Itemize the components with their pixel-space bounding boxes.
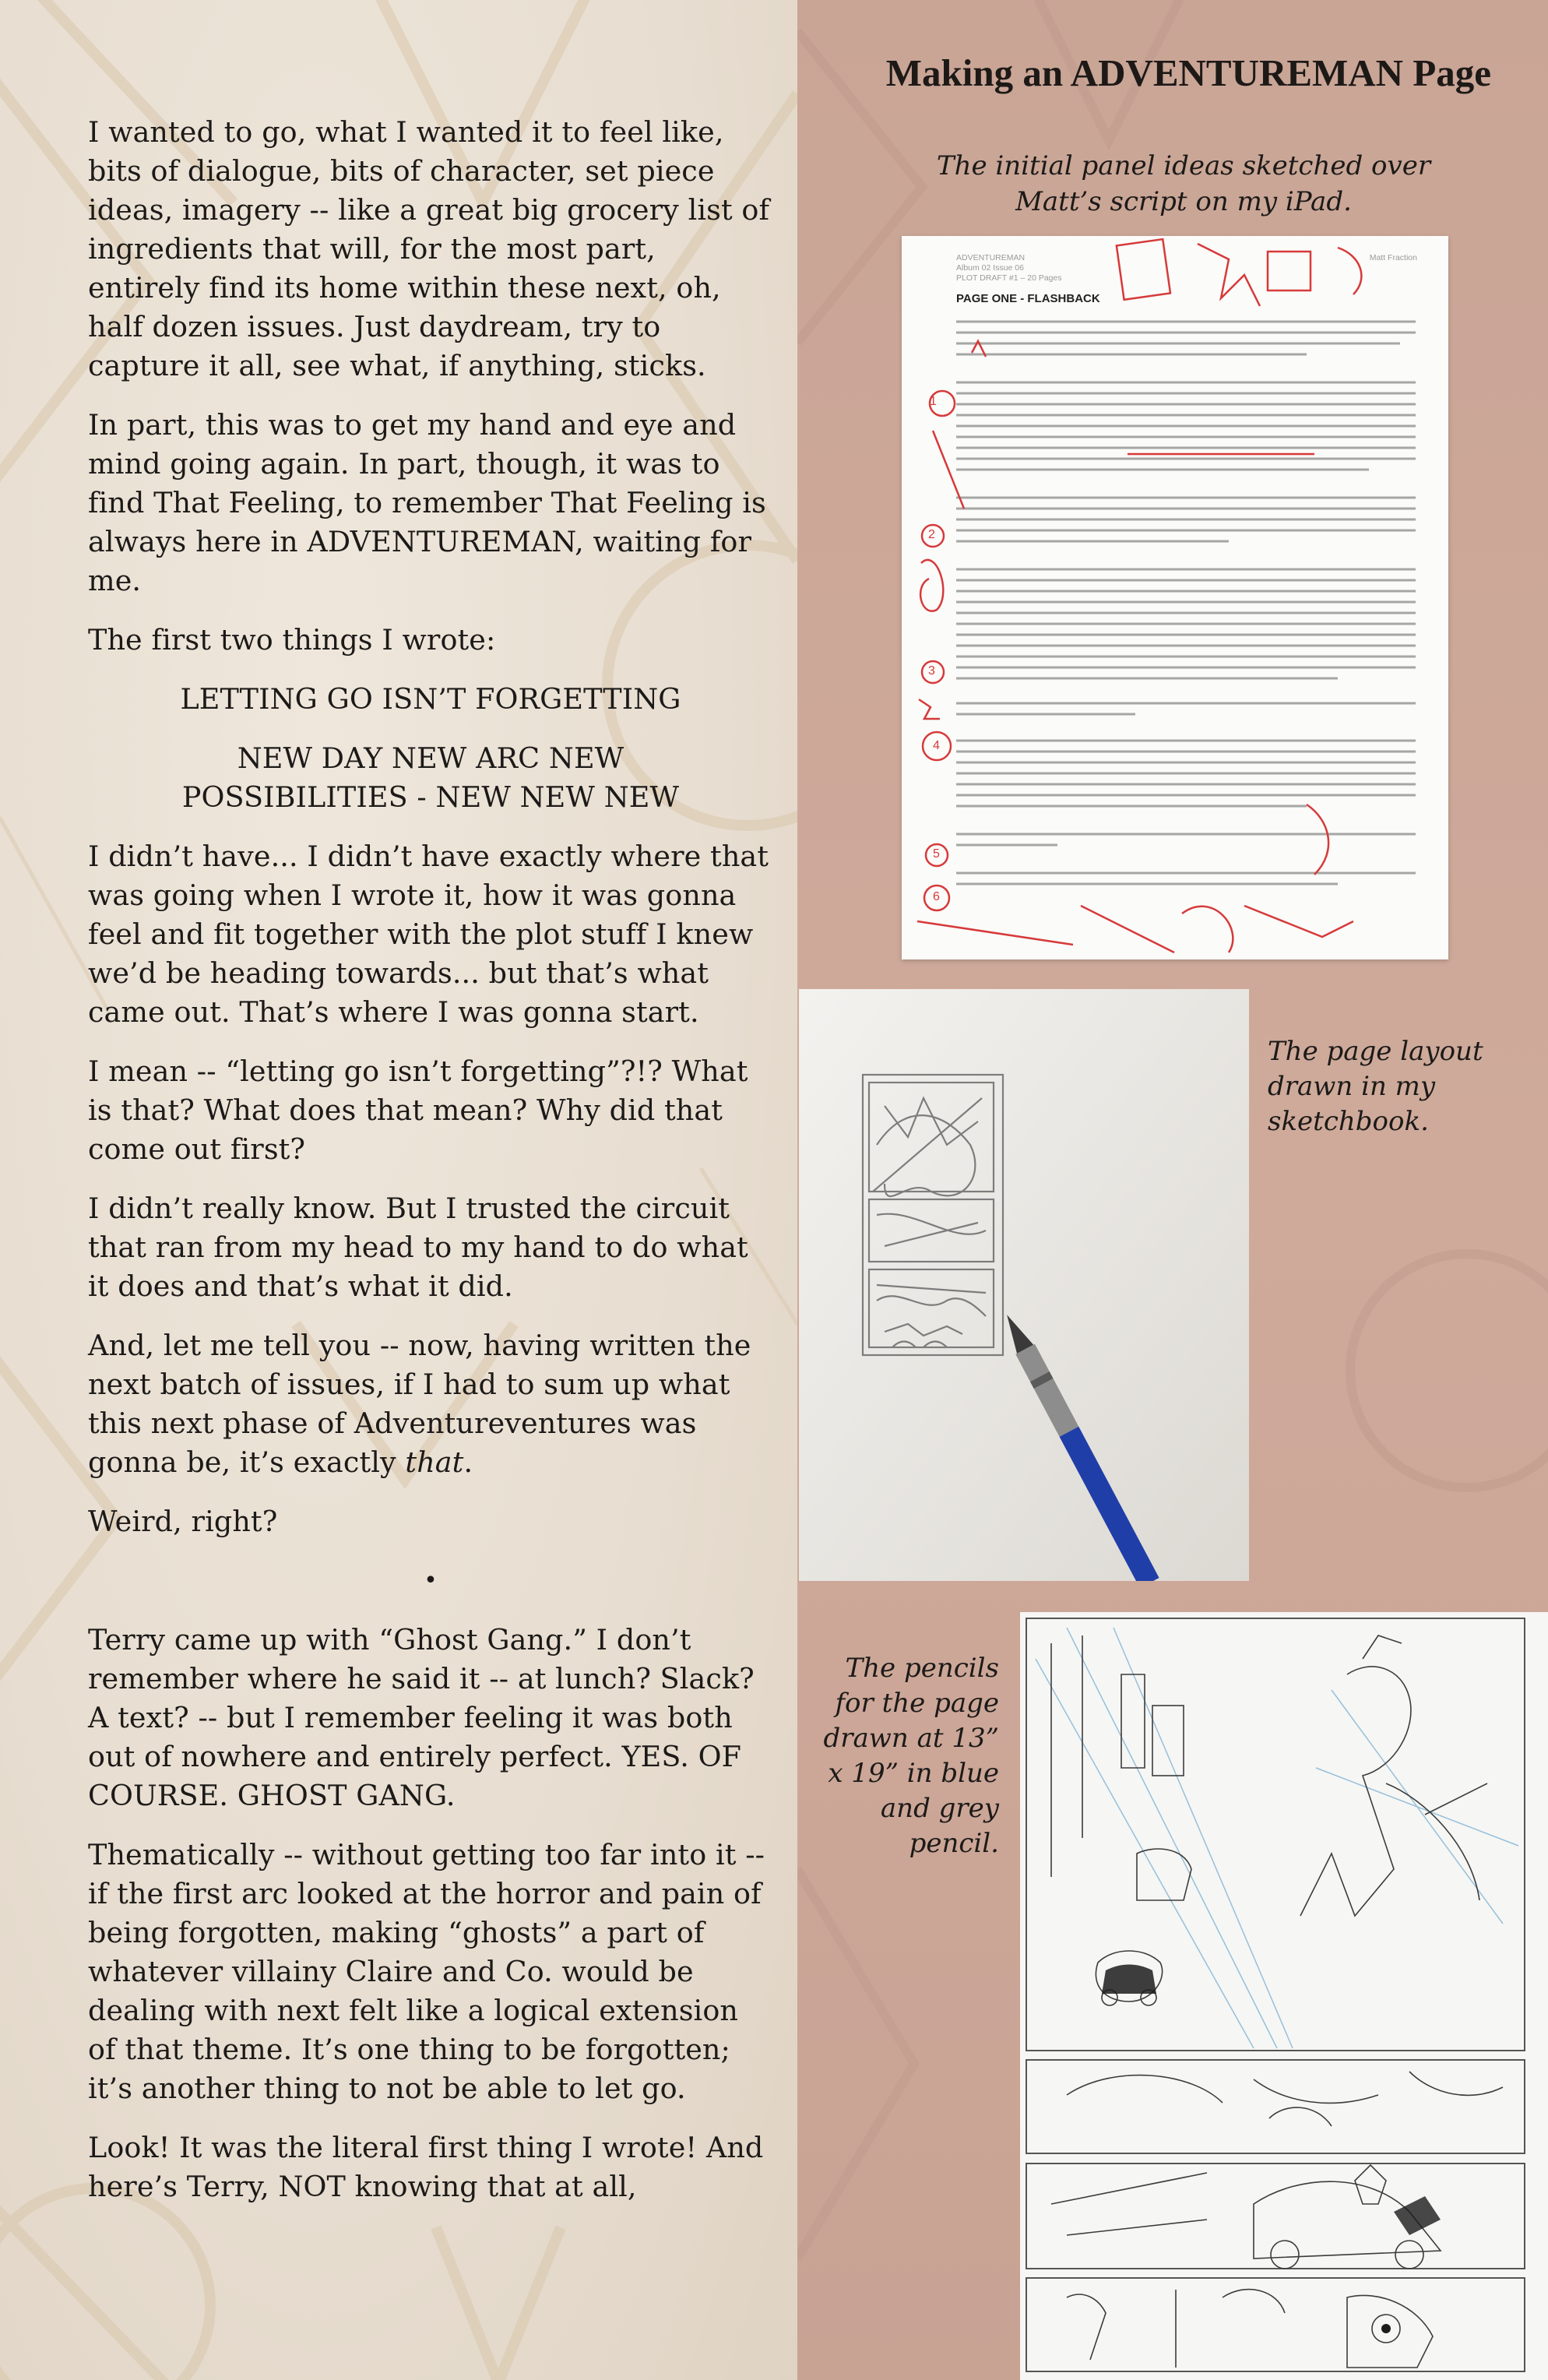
quote-line: POSSIBILITIES - NEW NEW NEW (181, 780, 680, 814)
quote-letting-go: LETTING GO ISN’T FORGETTING (180, 682, 681, 716)
paragraph: Terry came up with “Ghost Gang.” I don’t remember where he said it -- at lunch? Slack? A text? -- but I remember feeling it was both out of nowhere and entirely perfect. YES. OF COURSE. GHOST GANG. (88, 1623, 755, 1812)
paragraph: I mean -- “letting go isn’t forgetting”?!? What is that? What does that mean? Why did that come out first? (88, 1054, 748, 1166)
paragraph: I wanted to go, what I wanted it to feel like, bits of dialogue, bits of character, set piece ideas, imagery -- like a great big grocery list of ingredients that will, for the most part, entirely find its home within these next, oh, half dozen issues. Just daydream, try to capture it all, see what, if anything, sticks. (88, 115, 770, 382)
paragraph: The first two things I wrote: (88, 623, 496, 657)
panel-number: 3 (928, 664, 935, 678)
article-body (88, 113, 773, 2227)
emphasis: that (405, 1445, 464, 1479)
caption-pencils: The pencils for the page drawn at 13” x 19” in blue and grey pencil. (823, 1653, 999, 1859)
panel-number: 1 (930, 395, 937, 408)
pencil-layout-drawing (799, 989, 1249, 1581)
quote-line: NEW DAY NEW ARC NEW (237, 741, 624, 775)
paragraph: I didn’t really know. But I trusted the circuit that ran from my head to my hand to do what it does and that’s what it did. (88, 1192, 748, 1303)
sketchbook-layout-photo (799, 989, 1249, 1581)
paragraph: Weird, right? (88, 1505, 278, 1538)
panel-number: 2 (928, 528, 935, 541)
caption-script: The initial panel ideas sketched over Matt’s script on my iPad. (936, 150, 1431, 217)
section-separator: • (424, 1567, 438, 1594)
script-heading: PAGE ONE - FLASHBACK (956, 292, 1100, 305)
pencil-page-drawing (1020, 1612, 1548, 2380)
script-header-left: ADVENTUREMAN Album 02 Issue 06 PLOT DRAFT #1 – 20 Pages (956, 253, 1062, 283)
page-title: Making an ADVENTUREMAN Page (885, 51, 1491, 94)
pencils-page-image (1020, 1612, 1548, 2380)
panel-number: 6 (933, 890, 940, 903)
paragraph: Thematically -- without getting too far into it -- if the first arc looked at the horror and pain of being forgotten, making “ghosts” a part of whatever villainy Claire and Co. would be dealing with next felt like a logical extension of that theme. It’s one thing to be forgotten; it’s another thing to not be able to let go. (88, 1838, 765, 2105)
script-text-lines (902, 236, 1448, 959)
quote-new-day (88, 739, 773, 817)
caption-layout: The page layout drawn in my sketchbook. (1268, 1036, 1483, 1137)
script-sketch-image (902, 236, 1448, 959)
panel-number: 4 (933, 739, 940, 752)
text-run: . (463, 1445, 473, 1479)
paragraph (88, 1326, 773, 1482)
paragraph: Look! It was the literal first thing I wrote! And here’s Terry, NOT knowing that at all, (88, 2131, 764, 2203)
paragraph: In part, this was to get my hand and eye and mind going again. In part, though, it was to find That Feeling, to remember That Feeling is always here in ADVENTUREMAN, waiting for me. (88, 408, 766, 597)
paragraph: I didn’t have... I didn’t have exactly where that was going when I wrote it, how it was gonna feel and fit together with the plot stuff I knew we’d be heading towards... but that’s what came out. That’s where I was gonna start. (88, 840, 769, 1029)
script-header-right: Matt Fraction (1369, 253, 1417, 262)
text-run: And, let me tell you -- now, having written the next batch of issues, if I had to sum up what this next phase of Adventureventures was gonna be, it’s exactly (88, 1329, 751, 1479)
panel-number: 5 (933, 847, 940, 861)
